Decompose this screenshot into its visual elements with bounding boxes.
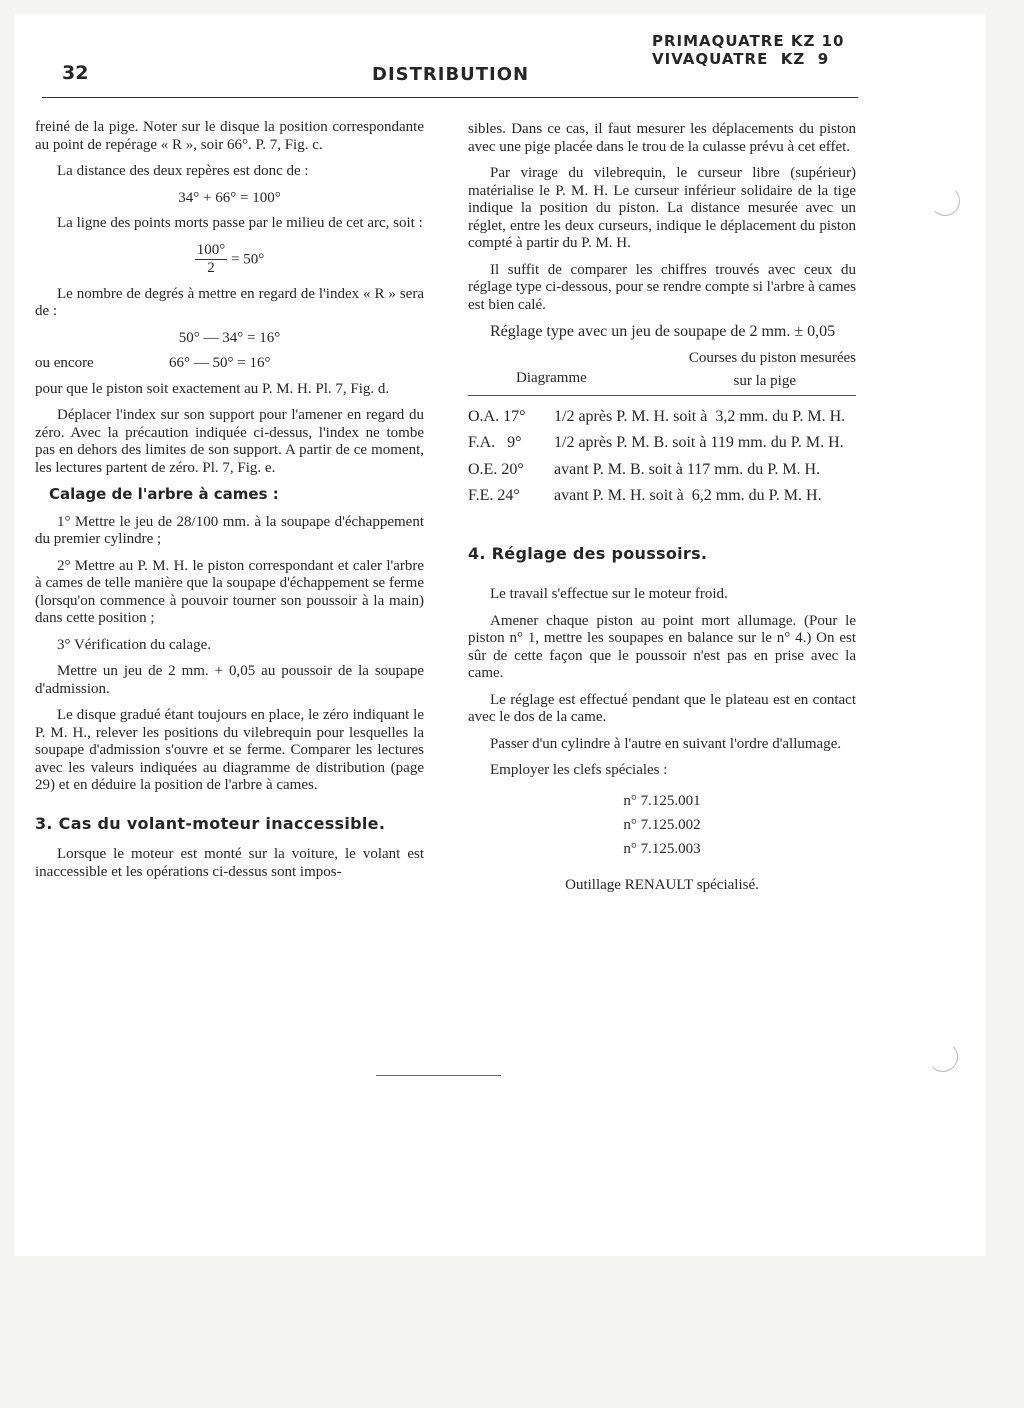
page-title: DISTRIBUTION <box>372 64 530 85</box>
paragraph: Employer les clefs spéciales : <box>490 762 668 778</box>
formula-alt <box>35 355 424 373</box>
table-row <box>468 408 856 426</box>
table-header-courses <box>689 350 856 391</box>
paragraph: Réglage type avec un jeu de soupape de 2 mm. ± 0,05 <box>490 323 836 340</box>
fraction-formula <box>35 242 424 278</box>
paragraph: pour que le piston soit exactement au P. M. H. Pl. 7, Fig. d. <box>35 380 390 397</box>
clef-item: n° 7.125.003 <box>623 840 701 857</box>
fraction-result: = 50° <box>231 250 265 267</box>
right-column <box>468 121 856 903</box>
paragraph: Passer d'un cylindre à l'autre en suivant l'ordre d'allumage. <box>490 735 842 752</box>
step-1: 1° Mettre le jeu de 28/100 mm. à la soupape d'échappement du premier cylindre ; <box>35 513 424 547</box>
paragraph: Le réglage est effectué pendant que le plateau est en contact avec le dos de la came. <box>468 691 856 725</box>
table-header <box>468 350 856 391</box>
paragraph: Le travail s'effectue sur le moteur froid. <box>490 586 728 602</box>
table-row <box>468 434 856 452</box>
page-number: 32 <box>62 62 89 84</box>
paragraph: Déplacer l'index sur son support pour l'amener en regard du zéro. Avec la précaution indiquée ci-dessus, l'index ne tombe pas en dehors des limites de son support. A partir de ce moment, les lectures partent de zéro. Pl. 7, Fig. e. <box>35 407 424 476</box>
table-cell: F.E. 24° <box>468 487 520 504</box>
section-heading-4: 4. Réglage des poussoirs. <box>468 543 708 563</box>
paragraph: Le disque gradué étant toujours en place, le zéro indiquant le P. M. H., relever les positions du vilebrequin pour lesquelles la soupape d'admission s'ouvre et se ferme. Comparer les lectures avec les valeurs indiquées au diagramme de distribution (page 29) et en déduire la position de l'arbre à cames. <box>35 707 424 793</box>
formula: 50° — 34° = 16° <box>178 329 281 346</box>
clef-list <box>468 789 856 861</box>
model-line-1: PRIMAQUATRE KZ 10 <box>652 32 845 50</box>
paragraph: Mettre un jeu de 2 mm. + 0,05 au poussoir de la soupape d'admission. <box>35 663 424 697</box>
paragraph: La ligne des points morts passe par le milieu de cet arc, soit : <box>57 215 423 231</box>
table-rule <box>468 395 856 396</box>
table-row <box>468 487 856 505</box>
table-row <box>468 461 856 479</box>
table-cell: avant P. M. B. soit à 117 mm. du P. M. H. <box>554 460 821 478</box>
fraction-denominator: 2 <box>207 260 215 276</box>
end-rule <box>376 1075 501 1076</box>
clef-item: n° 7.125.001 <box>623 792 701 809</box>
step-3: 3° Vérification du calage. <box>57 636 211 653</box>
subheading-calage: Calage de l'arbre à cames : <box>49 485 279 503</box>
outillage-note: Outillage RENAULT spécialisé. <box>565 876 759 893</box>
table-header-courses-line1: Courses du piston mesurées <box>688 349 856 366</box>
clef-item: n° 7.125.002 <box>623 816 701 833</box>
table-cell: 1/2 après P. M. B. soit à 119 mm. du P. M. H. <box>554 434 844 451</box>
table-cell: avant P. M. H. soit à 6,2 mm. du P. M. H. <box>554 487 822 504</box>
paragraph: Lorsque le moteur est monté sur la voiture, le volant est inaccessible et les opérations ci-dessus sont impos- <box>35 846 424 880</box>
formula: 66° — 50° = 16° <box>169 355 271 371</box>
table-cell: O.A. 17° <box>468 407 526 425</box>
formula: 34° + 66° = 100° <box>178 189 281 206</box>
fraction <box>195 242 228 278</box>
fraction-numerator: 100° <box>195 242 228 261</box>
formula-label: ou encore <box>35 355 94 371</box>
paragraph: Le nombre de degrés à mettre en regard de l'index « R » sera de : <box>35 285 424 319</box>
paragraph: Par virage du vilebrequin, le curseur libre (supérieur) matérialise le P. M. H. Le curseur inférieur solidaire de la tige indique la position du piston. La distance mesurée avec un réglet, entre les deux curseurs, indique le déplacement du piston compté à partir du P. M. H. <box>468 165 856 251</box>
paragraph: sibles. Dans ce cas, il faut mesurer les déplacements du piston avec une pige placée dans le trou de la culasse prévu à cet effet. <box>468 121 856 155</box>
section-heading-3: 3. Cas du volant-moteur inaccessible. <box>35 813 386 833</box>
left-column <box>35 119 424 890</box>
punch-hole-mark <box>930 186 960 216</box>
paragraph: La distance des deux repères est donc de : <box>57 163 309 179</box>
table-cell: O.E. 20° <box>468 460 524 478</box>
table-header-courses-line2: sur la pige <box>733 373 796 389</box>
step-2: 2° Mettre au P. M. H. le piston correspondant et caler l'arbre à cames de telle manière que la soupape d'échappement se ferme (lorsqu'on commence à pouvoir tourner son poussoir à la main) dans cette position ; <box>35 557 424 626</box>
paragraph: freiné de la pige. Noter sur le disque la position correspondante au point de repérage « R », soir 66°. P. 7, Fig. c. <box>35 119 424 153</box>
table-cell: 1/2 après P. M. H. soit à 3,2 mm. du P. M. H. <box>554 407 846 425</box>
header-rule <box>42 97 858 98</box>
model-line-2: VIVAQUATRE KZ 9 <box>652 50 830 68</box>
model-header <box>652 32 844 68</box>
paragraph: Il suffit de comparer les chiffres trouvés avec ceux du réglage type ci-dessous, pour se rendre compte si l'arbre à cames est bien calé. <box>468 261 856 313</box>
table-header-diagramme: Diagramme <box>516 369 587 386</box>
paragraph: Amener chaque piston au point mort allumage. (Pour le piston n° 1, mettre les soupapes en balance sur le n° 4.) On est sûr de cette façon que le poussoir n'est pas en prise avec la came. <box>468 612 856 681</box>
punch-hole-mark <box>928 1042 958 1072</box>
table-cell: F.A. 9° <box>468 434 522 451</box>
